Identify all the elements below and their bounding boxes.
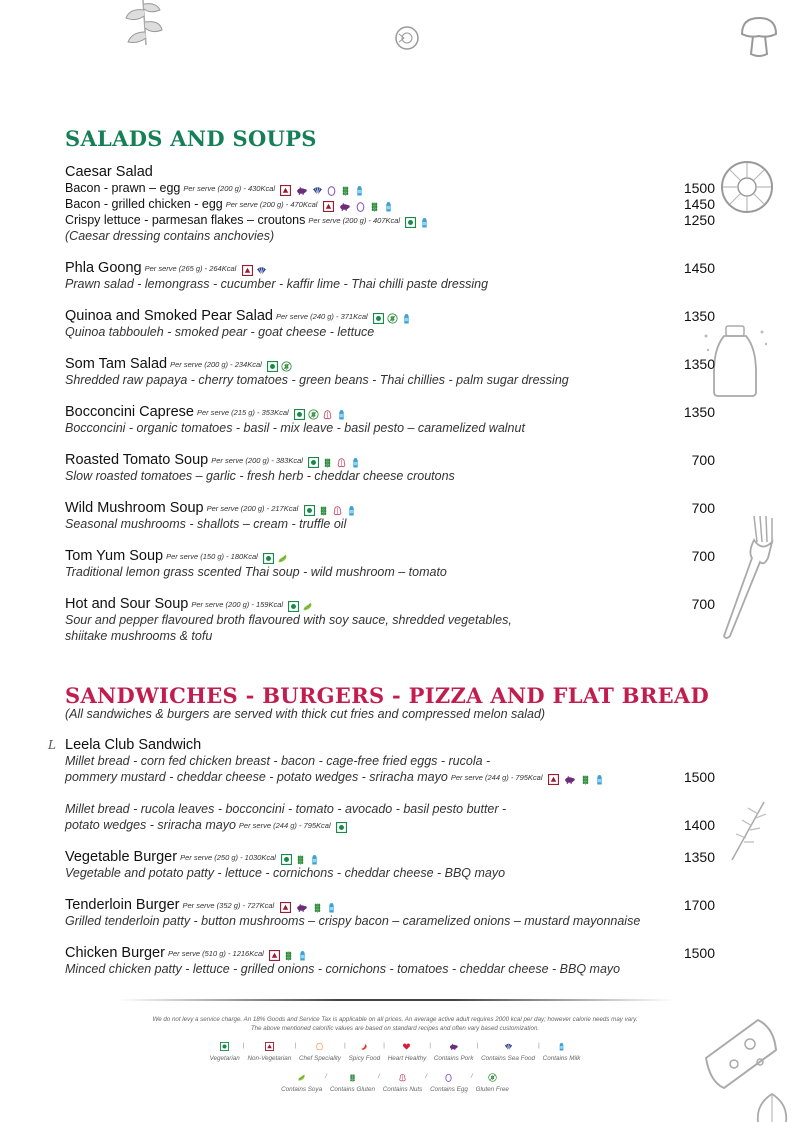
- item-option: Crispy lettuce - parmesan flakes – croutons: [65, 213, 306, 227]
- item-price: 1700: [683, 897, 715, 913]
- nonveg-icon: [265, 1042, 274, 1051]
- item-name: Quinoa and Smoked Pear Salad: [65, 308, 273, 324]
- milk-icon: [557, 1042, 566, 1051]
- menu-item-tenderloin-burger: [65, 897, 715, 929]
- serve-info: Per serve (200 g) - 430Kcal: [183, 184, 276, 193]
- legend-chef-speciality: Chef Speciality: [299, 1042, 341, 1062]
- item-price: 700: [691, 548, 715, 564]
- serve-info: Per serve (200 g) - 159Kcal: [191, 600, 284, 609]
- item-description: Vegetable and potato patty - lettuce - cornichons - cheddar cheese - BBQ mayo: [65, 866, 506, 880]
- legend-contains-milk: Contains Milk: [543, 1042, 581, 1062]
- gluten-icon: [318, 505, 329, 516]
- legend-non-vegetarian: Non-Vegetarian: [247, 1042, 291, 1062]
- pork-icon: [294, 902, 309, 913]
- serve-info: Per serve (265 g) - 264Kcal: [144, 264, 237, 273]
- pork-icon: [337, 201, 352, 212]
- legend-heart-healthy: Heart Healthy: [388, 1042, 427, 1062]
- item-name: Chicken Burger: [65, 945, 165, 961]
- gluten-icon: [580, 774, 591, 785]
- legend-contains-gluten: Contains Gluten: [330, 1073, 375, 1093]
- milk-icon: [383, 201, 394, 212]
- footer-divider: [118, 999, 674, 1001]
- serve-info: Per serve (250 g) - 1030Kcal: [180, 853, 276, 862]
- item-description: Shredded raw papaya - cherry tomatoes - green beans - Thai chillies - palm sugar dressing: [65, 373, 569, 387]
- soya-icon: [302, 601, 313, 612]
- chef-icon: [315, 1042, 324, 1051]
- legend-contains-egg: Contains Egg: [430, 1073, 468, 1093]
- soya-icon: [297, 1073, 306, 1082]
- herb-sketch: [118, 0, 168, 48]
- item-description: Millet bread - corn fed chicken breast - bacon - cage-free fried eggs - rucola -: [65, 754, 491, 768]
- item-name: Tenderloin Burger: [65, 897, 180, 913]
- item-name: Bocconcini Caprese: [65, 404, 194, 420]
- legend-row-2: Contains Soya/ Contains Gluten/ Contains Nuts/ Contains Egg/ Gluten Free: [281, 1073, 509, 1093]
- nuts-icon: [336, 457, 347, 468]
- heart-icon: [402, 1042, 411, 1051]
- serve-info: Per serve (200 g) - 234Kcal: [170, 360, 262, 369]
- gluten-icon: [340, 185, 351, 196]
- item-description: Prawn salad - lemongrass - cucumber - kaffir lime - Thai chilli paste dressing: [65, 277, 489, 291]
- veg-icon: [263, 553, 274, 564]
- legend-contains-seafood: Contains Sea Food: [481, 1042, 535, 1062]
- legend-gluten-free: Gluten Free: [476, 1073, 509, 1093]
- pork-icon: [294, 185, 309, 196]
- legend-row-1: Vegetarian| Non-Vegetarian| Chef Speciality| Spicy Food| Heart Healthy| Contains Pork| Contains Sea Food| Contains Milk: [209, 1042, 581, 1062]
- menu-item-phla-goong: [65, 260, 715, 292]
- gluten-free-icon: [488, 1073, 497, 1082]
- tomato-sketch: [718, 156, 776, 218]
- menu-item-leela-club-sandwich: [48, 737, 715, 833]
- item-description: Sour and pepper flavoured broth flavoured with soy sauce, shredded vegetables,: [65, 613, 512, 627]
- pork-icon: [449, 1042, 458, 1051]
- serve-info: Per serve (244 g) - 795Kcal: [450, 773, 543, 782]
- item-price: 1500: [683, 945, 715, 961]
- item-description: shiitake mushrooms & tofu: [65, 629, 213, 643]
- item-option: Bacon - prawn – egg: [65, 181, 181, 195]
- veg-icon: [336, 822, 347, 833]
- menu-item-hot-and-sour-soup: [65, 596, 715, 644]
- item-description: Quinoa tabbouleh - smoked pear - goat cheese - lettuce: [65, 325, 375, 339]
- item-description: potato wedges - sriracha mayo: [65, 818, 236, 832]
- rosemary-sketch: [728, 800, 770, 862]
- item-description: Grilled tenderloin patty - button mushrooms – crispy bacon – caramelized onions – mustard mayonnaise: [65, 914, 641, 928]
- gluten-icon: [322, 457, 333, 468]
- gluten-free-icon: [308, 409, 319, 420]
- gluten-icon: [348, 1073, 357, 1082]
- seafood-icon: [312, 185, 323, 196]
- egg-icon: [444, 1073, 453, 1082]
- leela-logo-mark: L: [48, 738, 56, 752]
- item-price: 1450: [683, 260, 715, 276]
- gluten-icon: [283, 950, 294, 961]
- item-description: Minced chicken patty - lettuce - grilled onions - cornichons - tomatoes - cheddar cheese - BBQ mayo: [65, 962, 621, 976]
- cheese-sketch: [700, 1014, 780, 1094]
- milk-icon: [346, 505, 357, 516]
- legend-spicy-food: Spicy Food: [349, 1042, 381, 1062]
- milk-icon: [419, 217, 430, 228]
- gluten-icon: [312, 902, 323, 913]
- item-price: 1500: [683, 180, 715, 196]
- item-price: 700: [691, 500, 715, 516]
- item-name: Phla Goong: [65, 260, 142, 276]
- seafood-icon: [256, 265, 267, 276]
- item-price: 1450: [683, 196, 715, 212]
- item-option: Bacon - grilled chicken - egg: [65, 197, 223, 211]
- legend-contains-nuts: Contains Nuts: [383, 1073, 423, 1093]
- seafood-icon: [504, 1042, 513, 1051]
- section-note: (All sandwiches & burgers are served with thick cut fries and compressed melon salad): [65, 707, 546, 721]
- nonveg-icon: [242, 265, 253, 276]
- nonveg-icon: [548, 774, 559, 785]
- veg-icon: [288, 601, 299, 612]
- item-name: Caesar Salad: [65, 164, 153, 180]
- serve-info: Per serve (215 g) - 353Kcal: [196, 408, 289, 417]
- gluten-free-icon: [387, 313, 398, 324]
- pork-icon: [562, 774, 577, 785]
- item-name: Leela Club Sandwich: [65, 737, 202, 753]
- soya-icon: [277, 553, 288, 564]
- legend-contains-pork: Contains Pork: [434, 1042, 474, 1062]
- veg-icon: [308, 457, 319, 468]
- menu-item-wild-mushroom-soup: [65, 500, 715, 532]
- nonveg-icon: [269, 950, 280, 961]
- milk-icon: [309, 854, 320, 865]
- item-name: Vegetable Burger: [65, 849, 178, 865]
- item-description: Millet bread - rucola leaves - bocconcini - tomato - avocado - basil pesto butter -: [65, 802, 507, 816]
- nuts-icon: [332, 505, 343, 516]
- nonveg-icon: [323, 201, 334, 212]
- pan-sketch: [393, 24, 421, 52]
- serve-info: Per serve (510 g) - 1216Kcal: [167, 949, 264, 958]
- item-description: Slow roasted tomatoes – garlic - fresh herb - cheddar cheese croutons: [65, 469, 455, 483]
- serve-info: Per serve (200 g) - 407Kcal: [308, 216, 401, 225]
- nonveg-icon: [280, 902, 291, 913]
- gluten-icon: [369, 201, 380, 212]
- item-price: 1350: [683, 308, 715, 324]
- serve-info: Per serve (200 g) - 383Kcal: [211, 456, 303, 465]
- menu-item-quinoa-salad: [65, 308, 715, 340]
- nonveg-icon: [280, 185, 291, 196]
- veg-icon: [294, 409, 305, 420]
- milk-icon: [326, 902, 337, 913]
- mushroom-sketch: [738, 14, 780, 60]
- menu-item-bocconcini-caprese: [65, 404, 715, 436]
- egg-icon: [326, 185, 337, 196]
- milk-icon: [401, 313, 412, 324]
- serve-info: Per serve (244 g) - 795Kcal: [238, 821, 331, 830]
- veg-icon: [220, 1042, 229, 1051]
- milk-icon: [336, 409, 347, 420]
- item-price: 1350: [683, 404, 715, 420]
- item-description: Traditional lemon grass scented Thai soup - wild mushroom – tomato: [65, 565, 447, 579]
- serve-info: Per serve (200 g) - 217Kcal: [206, 504, 299, 513]
- menu-item-chicken-burger: [65, 945, 715, 977]
- serve-info: Per serve (150 g) - 180Kcal: [166, 552, 258, 561]
- item-description: pommery mustard - cheddar cheese - potato wedges - sriracha mayo: [65, 770, 448, 784]
- footer-calorie-note: The above mentioned calorific values are based on standard recipes and often vary based customization.: [250, 1025, 540, 1032]
- legend-vegetarian: Vegetarian: [210, 1042, 240, 1062]
- menu-item-som-tam: [65, 356, 715, 388]
- legend-contains-soya: Contains Soya: [281, 1073, 322, 1093]
- item-price: 1350: [683, 356, 715, 372]
- menu-item-caesar-salad: [65, 164, 715, 244]
- item-description: Seasonal mushrooms - shallots – cream - truffle oil: [65, 517, 347, 531]
- item-name: Tom Yum Soup: [65, 548, 164, 564]
- section-title-salads: SALADS AND SOUPS: [65, 126, 317, 151]
- item-price: 1500: [683, 769, 715, 785]
- menu-item-vegetable-burger: [65, 849, 715, 881]
- milk-icon: [350, 457, 361, 468]
- item-note: (Caesar dressing contains anchovies): [65, 229, 275, 243]
- item-price: 1350: [683, 849, 715, 865]
- item-name: Som Tam Salad: [65, 356, 168, 372]
- menu-item-tom-yum-soup: [65, 548, 715, 580]
- menu-item-roasted-tomato-soup: [65, 452, 715, 484]
- item-name: Hot and Sour Soup: [65, 596, 189, 612]
- veg-icon: [304, 505, 315, 516]
- veg-icon: [373, 313, 384, 324]
- milk-icon: [354, 185, 365, 196]
- serve-info: Per serve (352 g) - 727Kcal: [182, 901, 275, 910]
- serve-info: Per serve (200 g) - 470Kcal: [225, 200, 318, 209]
- item-description: Bocconcini - organic tomatoes - basil - mix leave - basil pesto – caramelized walnut: [65, 421, 525, 435]
- milk-icon: [594, 774, 605, 785]
- gluten-free-icon: [281, 361, 292, 372]
- fork-sketch: [720, 512, 780, 642]
- gluten-icon: [295, 854, 306, 865]
- section-title-sandwiches: SANDWICHES - BURGERS - PIZZA AND FLAT BREAD: [65, 683, 710, 708]
- item-name: Wild Mushroom Soup: [65, 500, 204, 516]
- veg-icon: [267, 361, 278, 372]
- onion-sketch: [754, 1090, 790, 1122]
- item-name: Roasted Tomato Soup: [65, 452, 209, 468]
- spicy-icon: [360, 1042, 369, 1051]
- footer-tax-note: We do not levy a service charge. An 18% Goods and Service Tax is applicable on all prices. An average active adult requires 2000 kcal per day; however calorie needs may vary.: [152, 1016, 638, 1023]
- milk-icon: [297, 950, 308, 961]
- egg-icon: [355, 201, 366, 212]
- item-price: 1400: [683, 817, 715, 833]
- nuts-icon: [398, 1073, 407, 1082]
- veg-icon: [405, 217, 416, 228]
- nuts-icon: [322, 409, 333, 420]
- veg-icon: [281, 854, 292, 865]
- item-price: 700: [691, 596, 715, 612]
- serve-info: Per serve (240 g) - 371Kcal: [275, 312, 368, 321]
- item-price: 700: [691, 452, 715, 468]
- item-price: 1250: [683, 212, 715, 228]
